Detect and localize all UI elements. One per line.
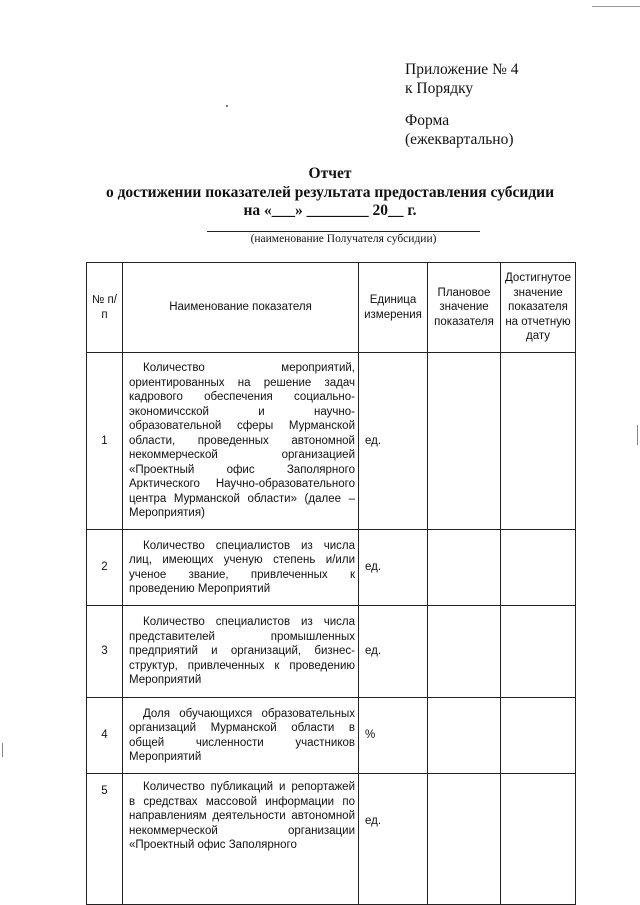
form-label [405,111,514,149]
form-periodicity: (ежеквартально) [405,131,514,148]
row-number: 3 [87,606,123,698]
achieved-value-cell[interactable] [501,530,576,606]
form-word: Форма [405,112,450,129]
indicator-name [123,606,359,698]
recipient-name-line [207,231,480,232]
scan-artifact-edge-right [637,425,638,445]
document-subtitle: о достижении показателей результата предоставления субсидии [105,184,555,201]
planned-value-cell[interactable] [428,530,501,606]
header-num: № п/п [87,263,123,353]
indicator-name [123,698,359,774]
row-number: 1 [87,353,123,530]
achieved-value-cell[interactable] [501,698,576,774]
row-number: 2 [87,530,123,606]
indicator-unit: ед. [359,606,428,698]
header-achieved: Достигнутое значение показателя на отчетную дату [501,263,576,353]
appendix-reference: к Порядку [405,80,474,97]
planned-value-cell[interactable] [428,698,501,774]
planned-value-cell[interactable] [428,606,501,698]
header-unit: Единица измерения [359,263,428,353]
achieved-value-cell[interactable] [501,606,576,698]
indicator-name-text: Количество специалистов из числа лиц, имеющих ученую степень и/или ученое звание, привлеченных к проведению Мероприятий [129,539,355,595]
table-row [87,698,576,774]
appendix-label [405,60,518,98]
table-row [87,774,576,905]
indicator-name [123,530,359,606]
report-date-line: на «___» ________ 20__ г. [243,202,417,219]
scan-artifact-edge-left [2,743,3,757]
indicator-name-text: Доля обучающихся образовательных организаций Мурманской области в общей численности участников Мероприятий [129,707,355,763]
indicators-table [86,262,576,905]
row-number: 5 [87,774,123,905]
appendix-number: Приложение № 4 [405,61,519,78]
table-row [87,353,576,530]
indicator-unit: ед. [359,530,428,606]
table-row [87,530,576,606]
header-name: Наименование показателя [123,263,359,353]
indicator-name [123,774,359,905]
table-row [87,606,576,698]
scan-artifact-dot [226,105,228,107]
header-planned: Плановое значение показателя [428,263,501,353]
planned-value-cell[interactable] [428,353,501,530]
indicator-name-text: Количество специалистов из числа представителей промышленных предприятий и организаций, бизнес-структур, привлеченных к проведению Мероприятий [129,616,355,687]
indicator-unit: % [359,698,428,774]
row-number: 4 [87,698,123,774]
table-header-row [87,263,576,353]
indicator-name [123,353,359,530]
achieved-value-cell[interactable] [501,353,576,530]
indicator-name-text: Количество мероприятий, ориентированных на решение задач кадрового обеспечения социально-экономичсской и научно-образовательной сферы Мурманской области, проведенных автономной некоммерческой организацией «Проектный офис Заполярного Арктического Научно-образовательного центра Мурманской области» (далее – Мероприятия) [129,362,355,520]
achieved-value-cell[interactable] [501,774,576,905]
planned-value-cell[interactable] [428,774,501,905]
indicator-name-text: Количество публикаций и репортажей в средствах массовой информации по направлениям деятельности автономной некоммерческой организации «Проектный офис Заполярного [129,781,355,851]
recipient-caption: (наименование Получателя субсидии) [250,233,437,245]
document-title: Отчет [308,165,352,182]
indicator-unit: ед. [359,774,428,905]
indicator-unit: ед. [359,353,428,530]
scan-artifact-line [592,6,640,7]
